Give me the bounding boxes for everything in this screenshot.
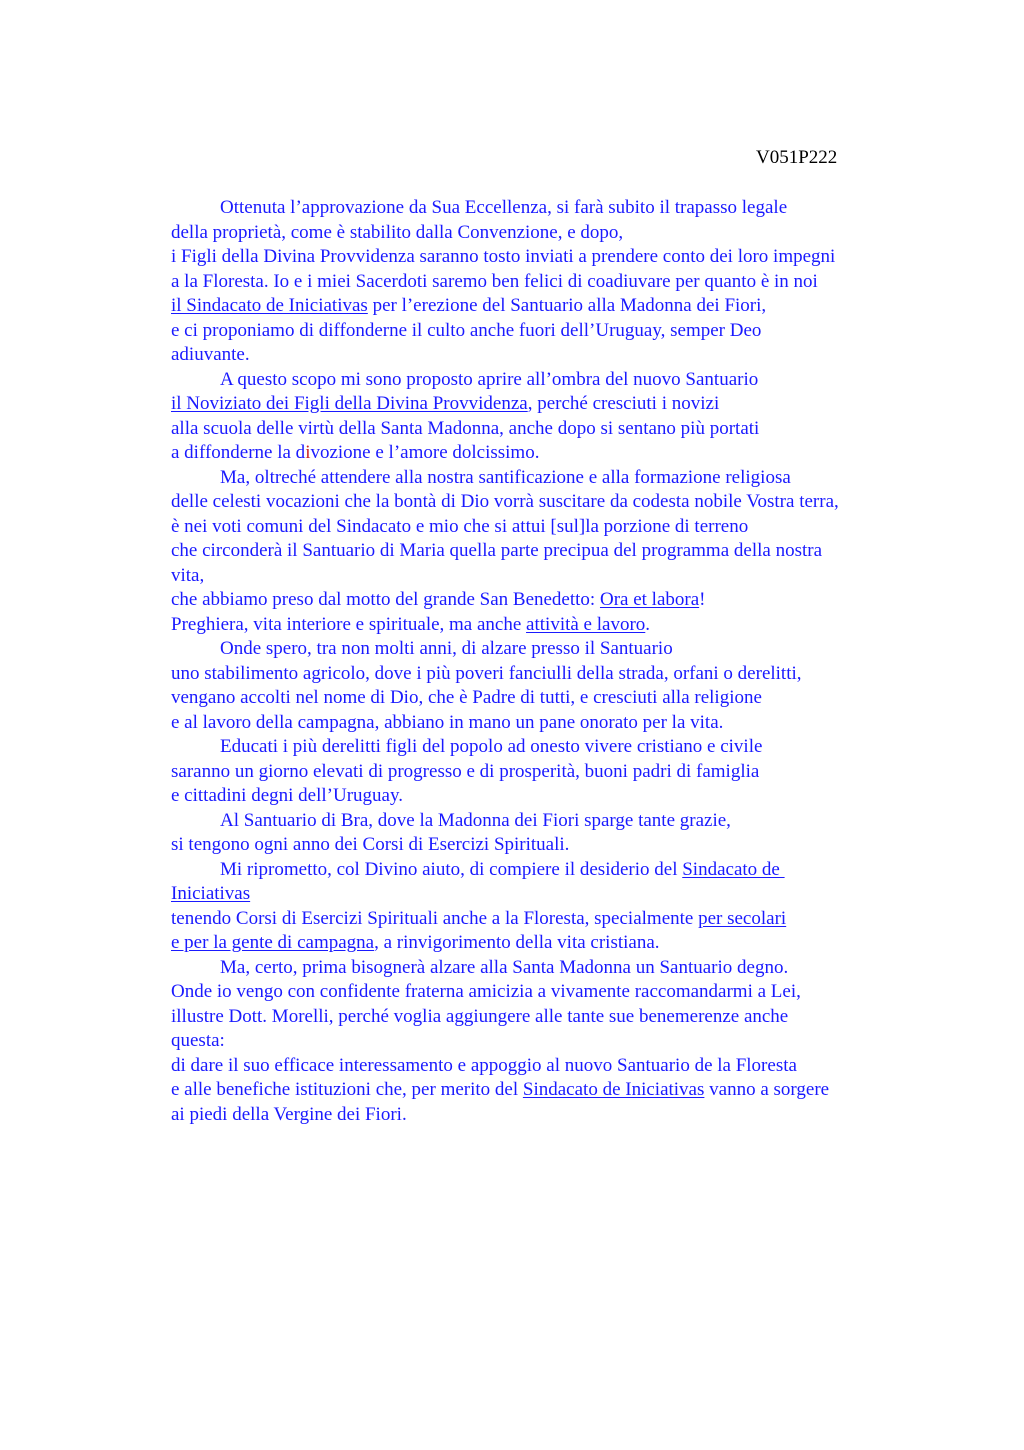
text-line (171, 515, 931, 540)
text-line (171, 613, 931, 638)
text-line (171, 490, 931, 515)
text-line (171, 1005, 931, 1030)
text-segment: e ci proponiamo di diffonderne il culto anche fuori dell’Uruguay, semper Deo (171, 319, 762, 341)
text-segment: e al lavoro della campagna, abbiano in mano un pane onorato per la vita. (171, 711, 724, 733)
text-line (171, 466, 931, 491)
text-segment: a la Floresta. Io e i miei Sacerdoti saremo ben felici di coadiuvare per quanto è in noi (171, 270, 818, 292)
text-segment: Ma, oltreché attendere alla nostra santificazione e alla formazione religiosa (220, 466, 791, 488)
text-segment: vanno a sorgere (704, 1079, 830, 1100)
text-segment: A questo scopo mi sono proposto aprire all’ombra del nuovo Santuario (220, 368, 759, 390)
text-line (171, 539, 931, 564)
text-line (171, 441, 931, 466)
text-line (171, 662, 931, 687)
text-segment: Onde io vengo con confidente fraterna amicizia a vivamente raccomandarmi a Lei, (171, 981, 801, 1002)
text-line (171, 1103, 931, 1128)
underlined-text: il Sindacato de Iniciativas (171, 295, 368, 316)
underlined-text: attività e lavoro (526, 613, 646, 635)
underlined-text: Ora et labora (599, 589, 700, 610)
text-segment: illustre Dott. Morelli, perché voglia aggiungere alle tante sue benemerenze anche (171, 1005, 789, 1027)
text-line (171, 711, 931, 736)
text-segment: alla scuola delle virtù della Santa Madonna, anche dopo si sentano più portati (171, 417, 760, 439)
text-segment: uno stabilimento agricolo, dove i più poveri fanciulli della strada, orfani o derelitti, (171, 662, 802, 684)
text-segment: Educati i più derelitti figli del popolo ad onesto vivere cristiano e civile (220, 736, 763, 757)
text-segment: si tengono ogni anno dei Corsi di Esercizi Spirituali. (171, 834, 570, 855)
underlined-text: Sindacato de (682, 858, 785, 880)
highlighted-letter: i (305, 442, 311, 463)
text-segment: Onde spero, tra non molti anni, di alzare presso il Santuario (220, 638, 673, 659)
text-segment: , a rinvigorimento della vita cristiana. (374, 932, 660, 953)
text-segment: saranno un giorno elevati di progresso e di prosperità, buoni padri di famiglia (171, 760, 760, 782)
text-line (171, 1054, 931, 1079)
underlined-text: il Noviziato dei Figli della Divina Provvidenza (171, 393, 528, 414)
text-line (171, 686, 931, 711)
text-line (171, 833, 931, 858)
text-line (171, 392, 931, 417)
text-line (171, 980, 931, 1005)
text-line (171, 319, 931, 344)
text-segment: è nei voti comuni del Sindacato e mio che si attui [sul]la porzione di terreno (171, 515, 749, 537)
text-segment: vozione e l’amore dolcissimo. (310, 442, 540, 463)
text-line (171, 882, 931, 907)
text-line (171, 735, 931, 760)
text-segment: Al Santuario di Bra, dove la Madonna dei Fiori sparge tante grazie, (220, 809, 731, 831)
text-segment: questa: (171, 1030, 225, 1051)
text-line (171, 784, 931, 809)
text-segment: ai piedi della Vergine dei Fiori. (171, 1103, 407, 1125)
text-segment: Mi riprometto, col Divino aiuto, di compiere il desiderio del (220, 858, 683, 880)
text-segment: vita, (171, 564, 205, 586)
text-segment: i Figli della Divina Provvidenza saranno tosto inviati a prendere conto dei loro impegni (171, 246, 836, 267)
text-segment: Preghiera, vita interiore e spirituale, ma anche (171, 613, 527, 635)
text-segment: che abbiamo preso dal motto del grande San Benedetto: (171, 589, 600, 610)
text-line (171, 858, 931, 883)
text-segment: per l’erezione del Santuario alla Madonna dei Fiori, (367, 295, 767, 316)
text-segment: Ottenuta l’approvazione da Sua Eccellenza, si farà subito il trapasso legale (220, 197, 788, 218)
text-line (171, 196, 931, 221)
underlined-text: Sindacato de Iniciativas (522, 1079, 705, 1100)
text-line (171, 564, 931, 589)
text-segment: a diffonderne la d (171, 442, 306, 463)
text-segment: di dare il suo efficace interessamento e appoggio al nuovo Santuario de la Floresta (171, 1054, 797, 1076)
text-line (171, 907, 931, 932)
text-line (171, 417, 931, 442)
text-line (171, 221, 931, 246)
text-segment: adiuvante. (171, 344, 250, 365)
text-line (171, 931, 931, 956)
text-segment: della proprietà, come è stabilito dalla Convenzione, e dopo, (171, 221, 624, 243)
underlined-text: e per la gente di campagna (171, 932, 375, 953)
text-segment: e alle benefiche istituzioni che, per merito del (171, 1079, 523, 1100)
page-identifier: V051P222 (756, 147, 838, 168)
text-line (171, 760, 931, 785)
text-segment: . (645, 613, 651, 635)
text-line (171, 588, 931, 613)
letter-body (171, 196, 931, 1127)
text-line (171, 1029, 931, 1054)
text-segment: , perché cresciuti i novizi (527, 393, 720, 414)
text-segment: Ma, certo, prima bisognerà alzare alla Santa Madonna un Santuario degno. (220, 956, 789, 978)
text-line (171, 368, 931, 393)
text-line (171, 1078, 931, 1103)
text-line (171, 270, 931, 295)
text-line (171, 343, 931, 368)
text-segment: tenendo Corsi di Esercizi Spirituali anche a la Floresta, specialmente (171, 907, 699, 929)
text-line (171, 637, 931, 662)
text-line (171, 956, 931, 981)
underlined-text: per secolari (698, 907, 787, 929)
text-segment: e cittadini degni dell’Uruguay. (171, 785, 403, 806)
text-segment: ! (699, 589, 706, 610)
text-segment: delle celesti vocazioni che la bontà di Dio vorrà suscitare da codesta nobile Vostra terra, (171, 491, 839, 512)
text-segment: che circonderà il Santuario di Maria quella parte precipua del programma della nostra (171, 540, 823, 561)
text-segment: vengano accolti nel nome di Dio, che è Padre di tutti, e cresciuti alla religione (171, 687, 762, 708)
text-line (171, 809, 931, 834)
text-line (171, 294, 931, 319)
text-line (171, 245, 931, 270)
underlined-text: Iniciativas (171, 883, 251, 904)
